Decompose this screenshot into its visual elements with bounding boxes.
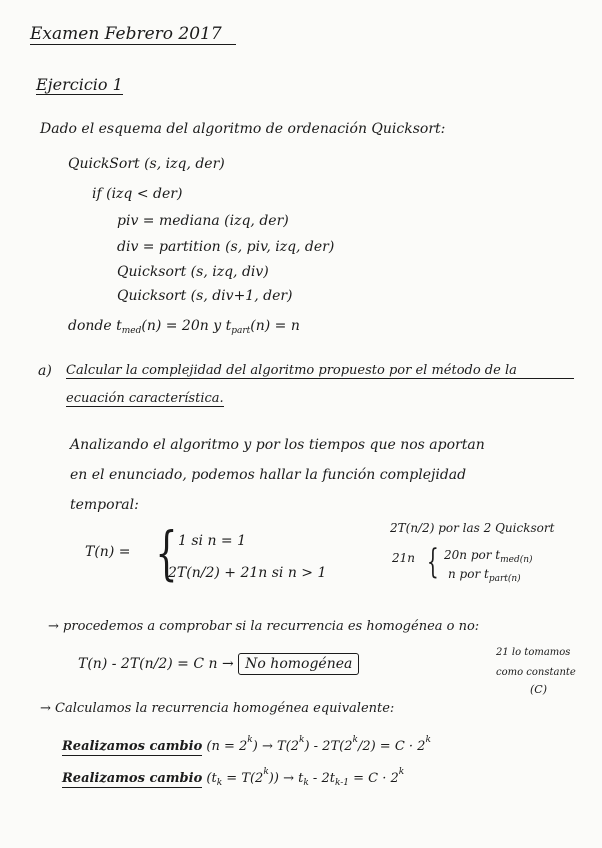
exercise-title: Ejercicio 1 [36,75,123,94]
arrow-icon: → [221,656,234,672]
constant-note-2: como constante [496,667,576,678]
side-note-n-text: n por t [448,567,489,581]
eq2-rest-b: ) - 2T(2 [304,739,353,754]
donde-b: (n) = 20n y t [141,318,232,334]
eq3-rest: )) → t [268,771,304,786]
side-note-n [448,568,521,584]
eq3-minus: - 2t [308,771,335,786]
donde-c: (n) = n [250,318,300,334]
step-homogeneity-check [48,620,479,633]
code-line-1: QuickSort (s, izq, der) [68,156,225,172]
arrow-icon: → [40,701,51,716]
eq2-k3: k [352,735,358,745]
constant-note-3: (C) [530,683,547,696]
eq3-k2: k [398,767,405,777]
code-line-3: piv = mediana (izq, der) [117,213,289,229]
step-1-text: procedemos a comprobar si la recurrencia es homogénea o no: [63,619,480,634]
page-title: Examen Febrero 2017 [30,26,236,45]
eq3-sk: k [216,778,223,788]
code-line-4: div = partition (s, piv, izq, der) [117,239,335,255]
side-note-1: 2T(n/2) por las 2 Quicksort [390,521,555,535]
change-of-variable-2 [62,768,404,788]
recurrence-case-1: 1 si n = 1 [178,533,247,549]
eq3-label: Realizamos cambio [62,771,203,786]
statement: Dado el esquema del algoritmo de ordenación Quicksort: [40,121,446,137]
step-2-text: Calculamos la recurrencia homogénea equivalente: [55,701,395,716]
constant-note-1: 21 lo tomamos [496,647,571,658]
part-a-label: a) [38,363,52,379]
side-note-20n-text: 20n por t [444,548,501,562]
eq3-sk2: k [303,778,309,788]
change-of-variable-1 [62,736,431,753]
donde-a: donde t [68,318,122,334]
eq3-k1: k [263,767,269,777]
side-note-n-sub: part(n) [488,574,521,584]
analysis-line-1: Analizando el algoritmo y por los tiempos que nos aportan [70,437,485,453]
part-subscript: part [231,326,251,336]
eq2-paren: (n = 2 [206,739,248,754]
eq1-text: T(n) - 2T(n/2) = C n [78,656,218,672]
side-note-20n-sub: med(n) [500,555,533,565]
eq2-k1: k [247,735,253,745]
eq2-label: Realizamos cambio [62,739,203,754]
analysis-line-3: temporal: [70,497,139,513]
step-homogeneous-equivalent [40,702,394,715]
cost-definitions [68,319,300,336]
part-a-question-line-1: Calcular la complejidad del algoritmo propuesto por el método de la [66,364,574,379]
eq2-k2: k [298,735,305,745]
non-homogeneous-box: No homogénea [238,653,359,675]
code-line-2: if (izq < der) [92,186,183,202]
recurrence-brace: { [155,519,178,587]
eq3-paren: (t [206,771,217,786]
eq2-rest-a: ) → T(2 [252,739,299,754]
equation-nonhomogeneous [78,657,359,671]
med-subscript: med [121,326,142,336]
code-line-5: Quicksort (s, izq, div) [117,264,269,280]
eq3-end: = C · 2 [349,771,399,786]
eq2-k4: k [425,735,431,745]
analysis-line-2: en el enunciado, podemos hallar la función complejidad [70,467,467,483]
arrow-icon: → [48,619,59,634]
side-note-21n: 21n [392,551,415,565]
side-brace: { [426,542,439,582]
side-note-20n [444,549,533,565]
eq3-sk3: k-1 [334,778,350,788]
eq2-rest-c: /2) = C · 2 [357,739,426,754]
recurrence-case-2: 2T(n/2) + 21n si n > 1 [168,565,327,581]
eq3-mid: = T(2 [222,771,264,786]
recurrence-lhs: T(n) = [85,544,131,560]
code-line-6: Quicksort (s, div+1, der) [117,288,293,304]
part-a-question-line-2: ecuación característica. [66,391,224,406]
